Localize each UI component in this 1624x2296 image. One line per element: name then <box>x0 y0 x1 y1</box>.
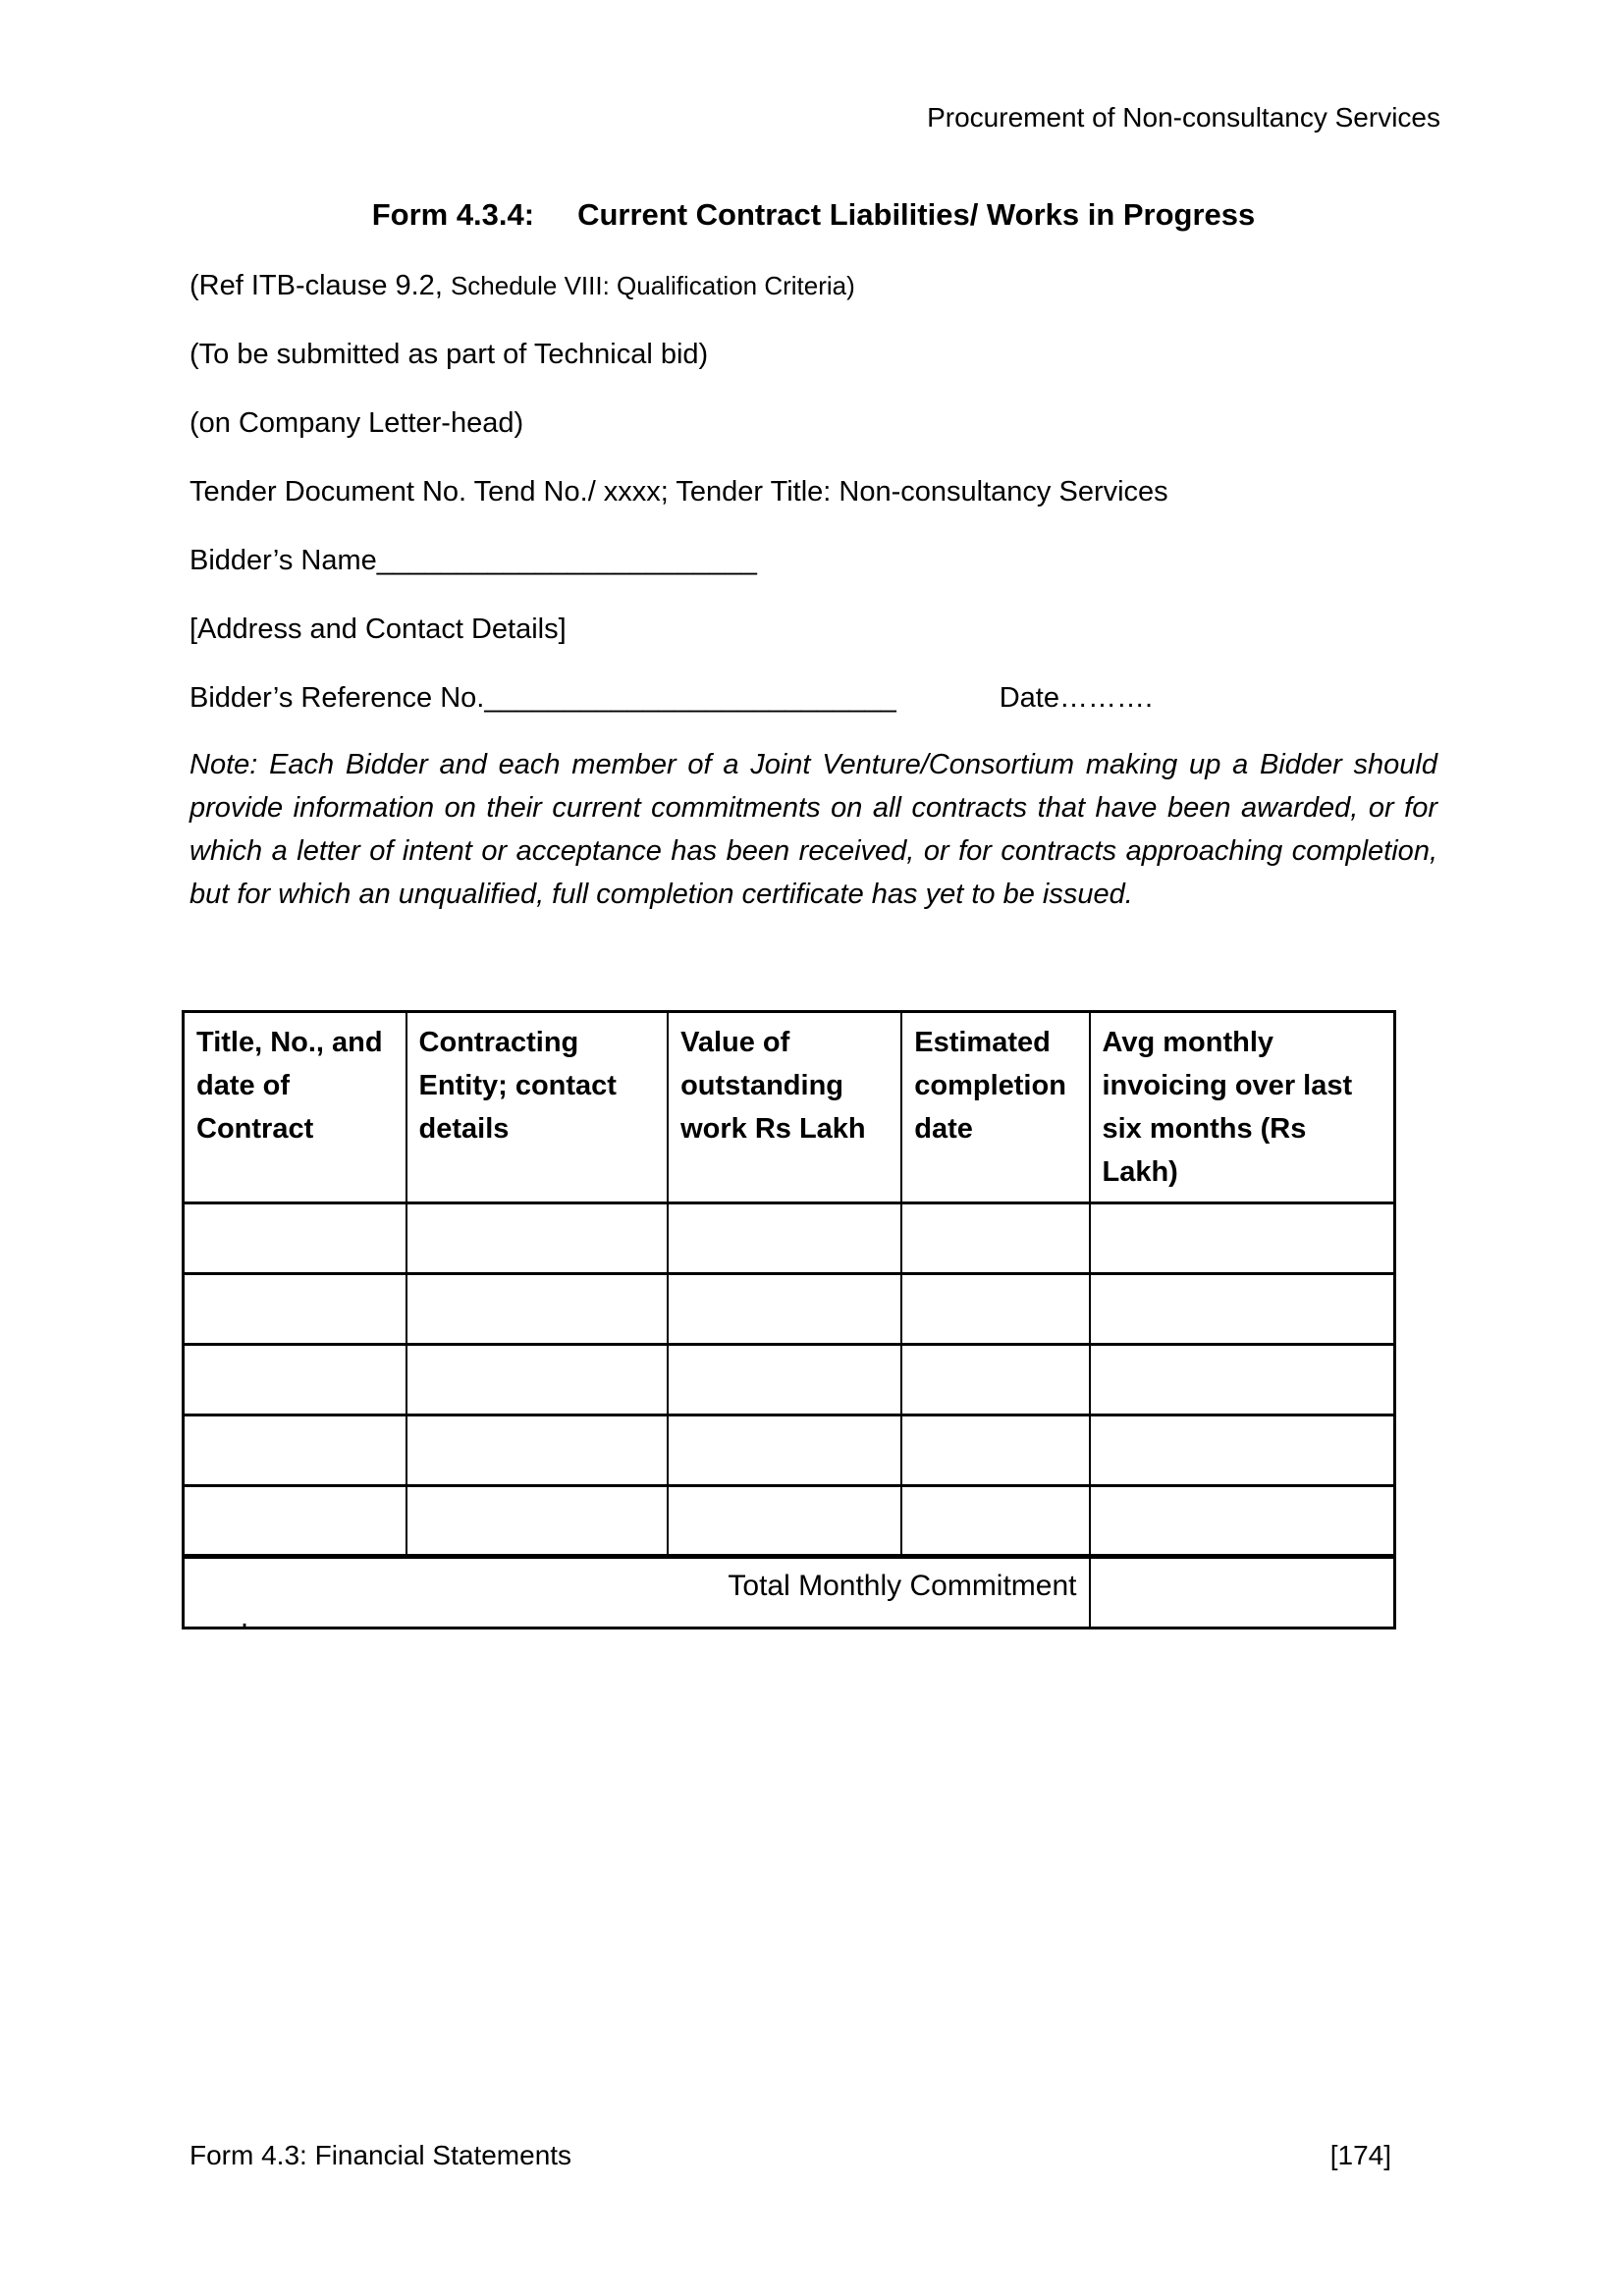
note-paragraph: Note: Each Bidder and each member of a Joint Venture/Consortium making up a Bidder should provide information on their current commitments on all contracts that have been awarded, or for which a letter of intent or acceptance has been received, or for contracts approaching completion, but for which an unqualified, full completion certificate has yet to be issued. <box>189 749 1437 910</box>
table-cell <box>901 1345 1089 1415</box>
table-cell <box>901 1486 1089 1557</box>
table-cell <box>1090 1203 1395 1274</box>
stray-period: . <box>241 1602 249 1633</box>
page-header-text: Procurement of Non-consultancy Services <box>927 102 1440 133</box>
table-cell <box>1090 1415 1395 1486</box>
total-monthly-commitment-value-cell <box>1090 1557 1395 1629</box>
table-cell <box>184 1274 406 1345</box>
table-cell <box>1090 1486 1395 1557</box>
table-cell <box>184 1486 406 1557</box>
table-empty-row <box>184 1415 1395 1486</box>
col-header-completion-date: Estimated completion date <box>901 1012 1089 1203</box>
table-cell <box>406 1345 669 1415</box>
table-total-row <box>184 1557 1395 1629</box>
submission-line: (To be submitted as part of Technical bid) <box>189 339 709 370</box>
contract-liabilities-table <box>182 1010 1396 1629</box>
col-header-title-no-date: Title, No., and date of Contract <box>184 1012 406 1203</box>
bidder-reference-field: Bidder’s Reference No.__________________________ <box>189 682 896 714</box>
table-cell <box>668 1203 901 1274</box>
table-cell <box>668 1345 901 1415</box>
ref-clause-main: (Ref ITB-clause 9.2, <box>189 270 443 301</box>
table-cell <box>406 1486 669 1557</box>
address-line: [Address and Contact Details] <box>189 614 567 645</box>
table-empty-rows <box>184 1203 1395 1557</box>
table-cell <box>668 1274 901 1345</box>
form-title-text: Current Contract Liabilities/ Works in Progress <box>577 197 1256 232</box>
table-empty-row <box>184 1203 1395 1274</box>
form-title <box>189 197 1437 233</box>
bidder-name-line: Bidder’s Name________________________ <box>189 545 757 576</box>
footer-page-number: [174] <box>1329 2140 1391 2170</box>
date-field: Date………. <box>999 682 1154 714</box>
table-cell <box>406 1274 669 1345</box>
reference-line <box>189 680 1153 716</box>
table-cell <box>901 1203 1089 1274</box>
ref-clause-line <box>189 268 855 303</box>
ref-clause-schedule: Schedule VIII: Qualification Criteria) <box>450 271 855 300</box>
table-cell <box>668 1486 901 1557</box>
col-header-outstanding-value: Value of outstanding work Rs Lakh <box>668 1012 901 1203</box>
table-empty-row <box>184 1486 1395 1557</box>
table-cell <box>184 1415 406 1486</box>
table-cell <box>184 1203 406 1274</box>
table-empty-row <box>184 1274 1395 1345</box>
table-cell <box>901 1274 1089 1345</box>
table-cell <box>406 1203 669 1274</box>
total-monthly-commitment-label: Total Monthly Commitment <box>184 1557 1090 1629</box>
table-cell <box>1090 1274 1395 1345</box>
col-header-avg-invoicing: Avg monthly invoicing over last six months (Rs Lakh) <box>1090 1012 1395 1203</box>
col-header-contracting-entity: Contracting Entity; contact details <box>406 1012 669 1203</box>
table-header-row <box>184 1012 1395 1203</box>
table-cell <box>901 1415 1089 1486</box>
table-empty-row <box>184 1345 1395 1415</box>
footer-form-label: Form 4.3: Financial Statements <box>189 2140 572 2170</box>
table-cell <box>668 1415 901 1486</box>
table-cell <box>406 1415 669 1486</box>
table-cell <box>184 1345 406 1415</box>
letterhead-line: (on Company Letter-head) <box>189 407 524 439</box>
table-cell <box>1090 1345 1395 1415</box>
tender-document-line: Tender Document No. Tend No./ xxxx; Tender Title: Non-consultancy Services <box>189 476 1168 507</box>
form-number: Form 4.3.4: <box>371 197 535 232</box>
